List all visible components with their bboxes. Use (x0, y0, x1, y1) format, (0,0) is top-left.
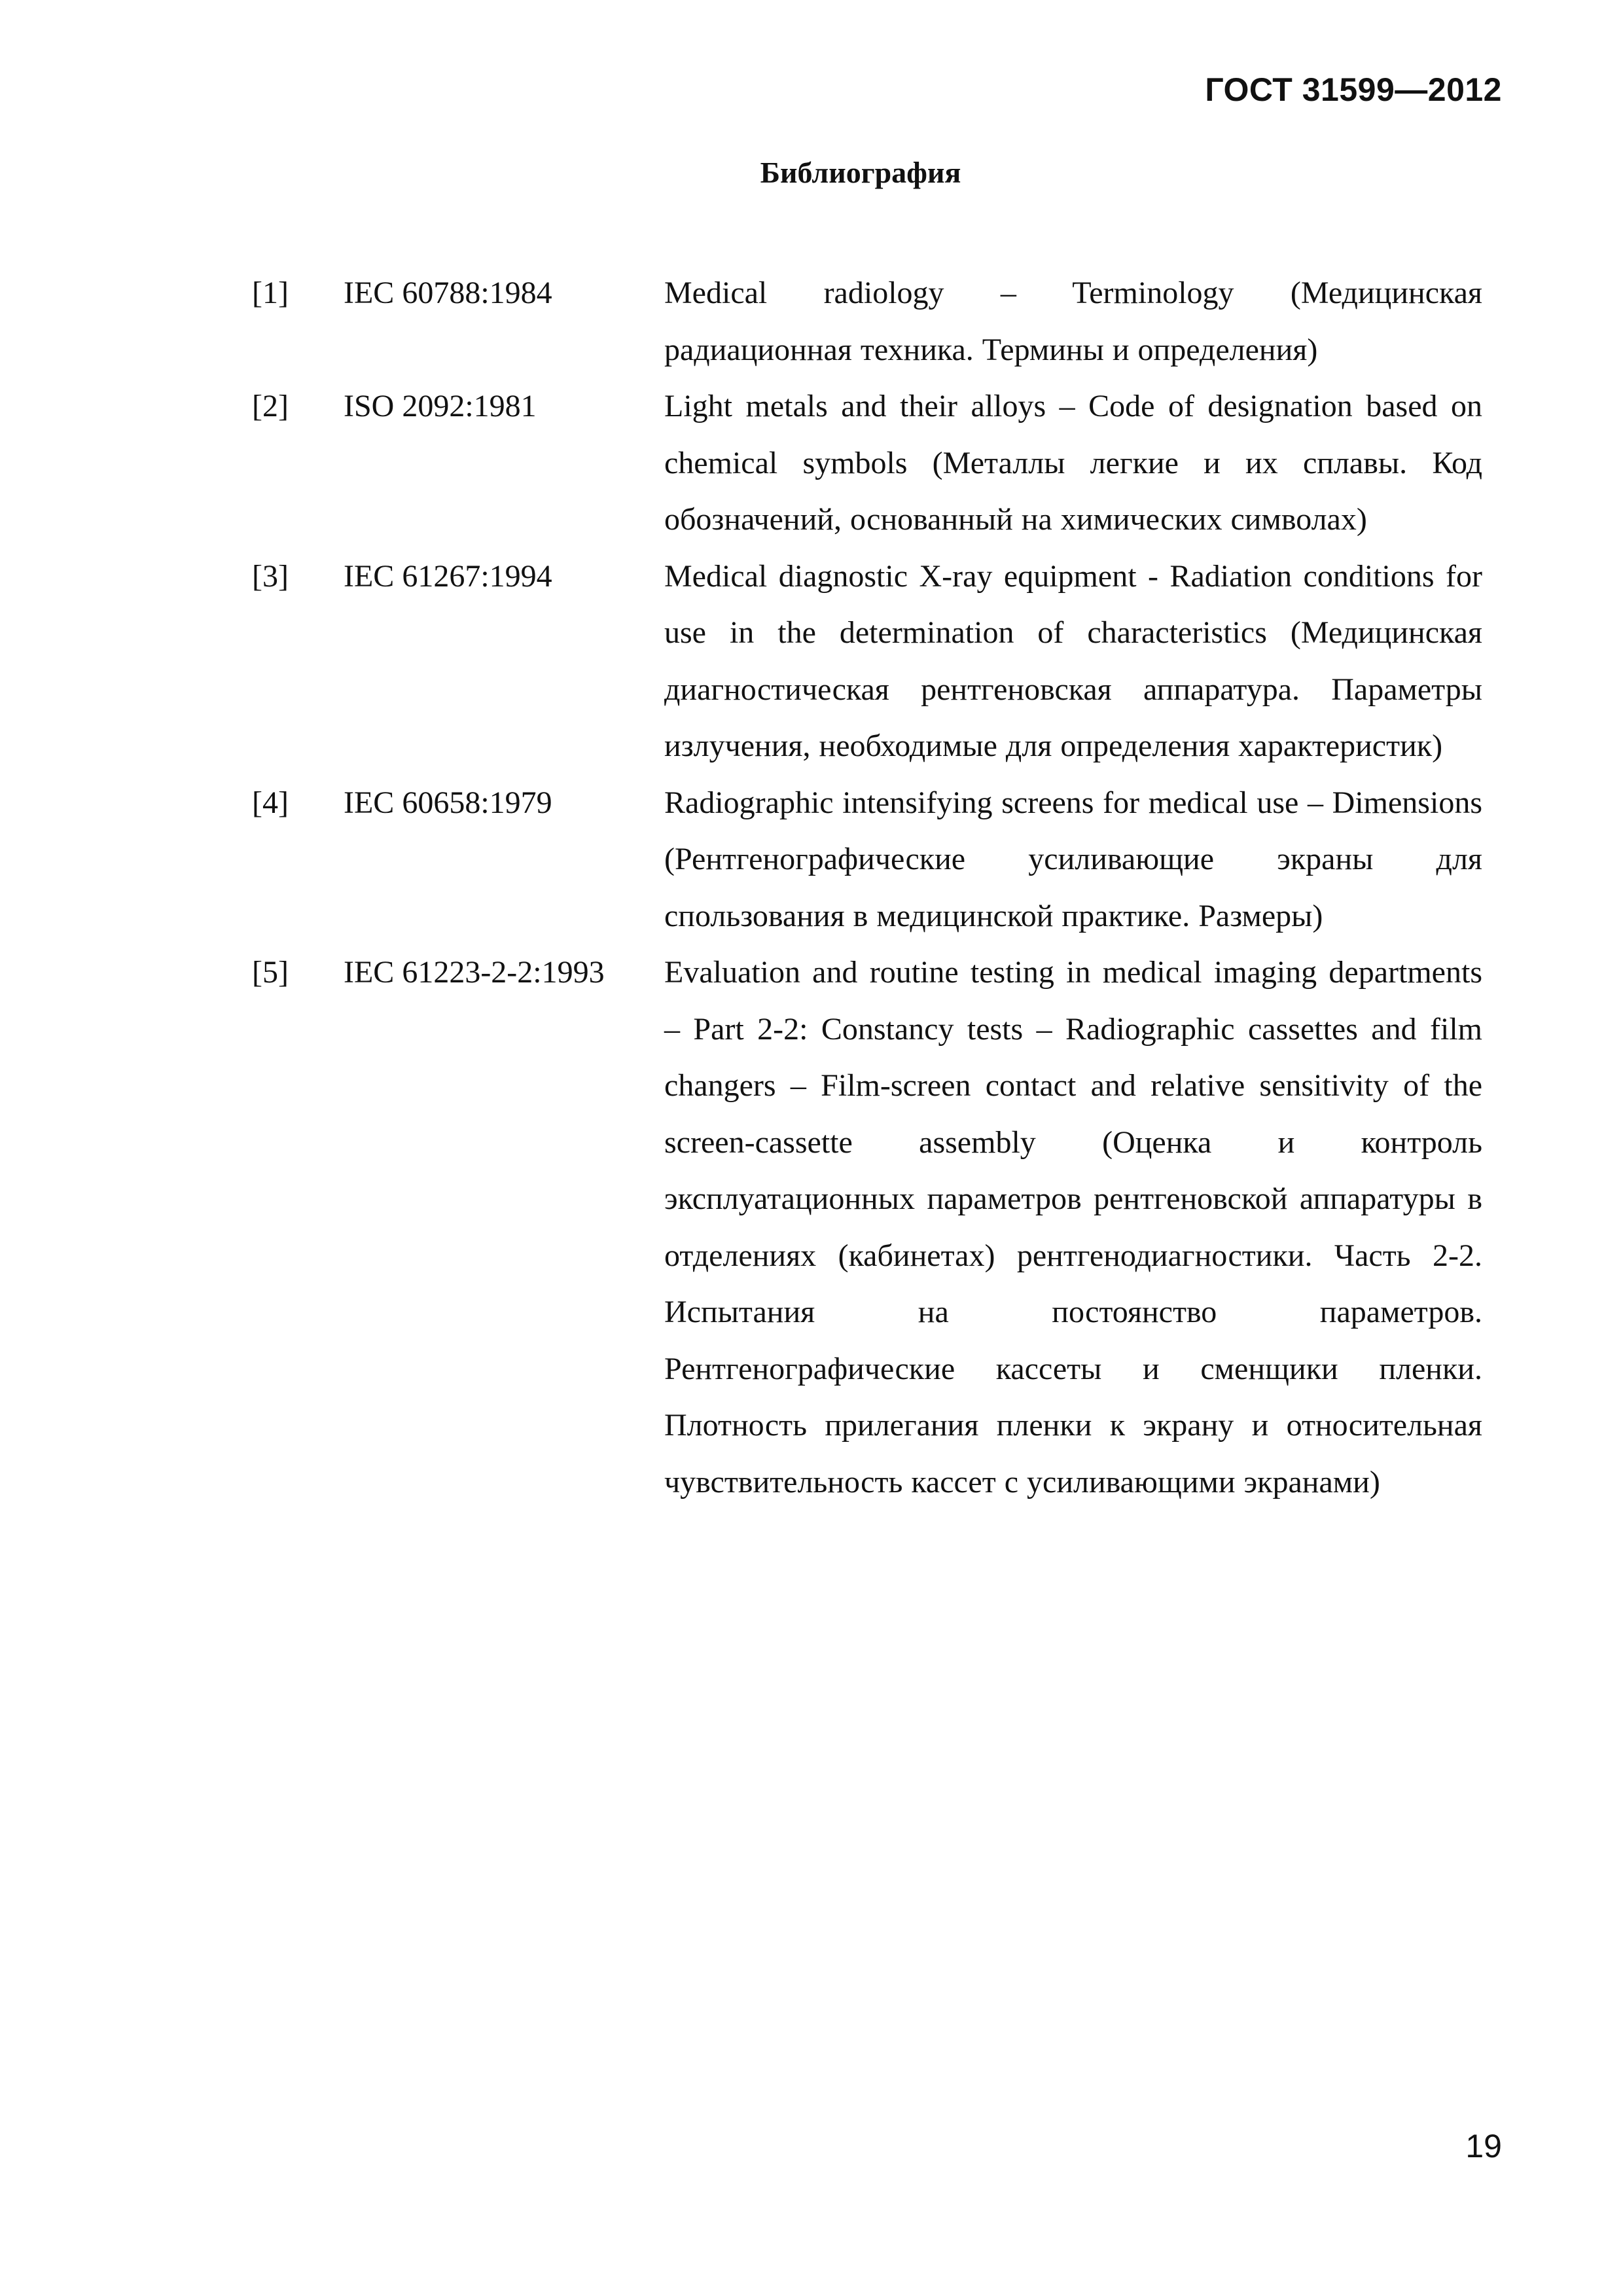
entry-reference-code: ISO 2092:1981 (344, 389, 537, 423)
entry-description: Light metals and their alloys – Code of designation based on chemical symbols (Металлы легкие и их сплавы. Код обозначений, основанный на химических символах) (664, 389, 1482, 537)
bibliography-entry (252, 944, 1482, 1511)
entry-reference-code: IEC 61223-2-2:1993 (344, 955, 605, 990)
bibliography-entry (252, 775, 1482, 945)
section-title: Библиография (760, 156, 961, 189)
entry-reference-code: IEC 60658:1979 (344, 785, 552, 820)
entry-reference-code: IEC 61267:1994 (344, 558, 552, 594)
bibliography-entry (252, 548, 1482, 775)
entry-number: [2] (252, 389, 289, 423)
entry-description: Radiographic intensifying screens for medical use – Dimensions (Рентгенографические усиливающие экраны для спользования в медицинской практике. Размеры) (664, 785, 1482, 933)
entry-description: Medical diagnostic X-ray equipment - Radiation conditions for use in the determination of characteristics (Медицинская диагностическая рентгеновская аппаратура. Параметры излучения, необходимые для определения характеристик) (664, 558, 1482, 763)
entry-description: Medical radiology – Terminology (Медицинская радиационная техника. Термины и определения) (664, 276, 1482, 367)
bibliography-entry (252, 378, 1482, 548)
entry-number: [5] (252, 955, 289, 990)
bibliography-list (252, 265, 1482, 1511)
page-number: 19 (1465, 2128, 1502, 2164)
document-header-standard-id: ГОСТ 31599—2012 (1205, 71, 1502, 108)
entry-description: Evaluation and routine testing in medical imaging departments – Part 2-2: Constancy tests – Radiographic cassettes and film changers – Film-screen contact and relative sensitivity of the screen-cassette assembly (Оценка и контроль эксплуатационных параметров рентгеновской аппаратуры в отделениях (кабинетах) рентгенодиагностики. Часть 2-2. Испытания на постоянство параметров. Рентгенографические кассеты и сменщики пленки. Плотность прилегания пленки к экрану и относительная чувствительность кассет с усиливающими экранами) (664, 955, 1482, 1499)
bibliography-entry (252, 265, 1482, 378)
entry-number: [1] (252, 276, 289, 310)
entry-number: [4] (252, 785, 289, 820)
entry-number: [3] (252, 558, 289, 594)
entry-reference-code: IEC 60788:1984 (344, 276, 552, 310)
